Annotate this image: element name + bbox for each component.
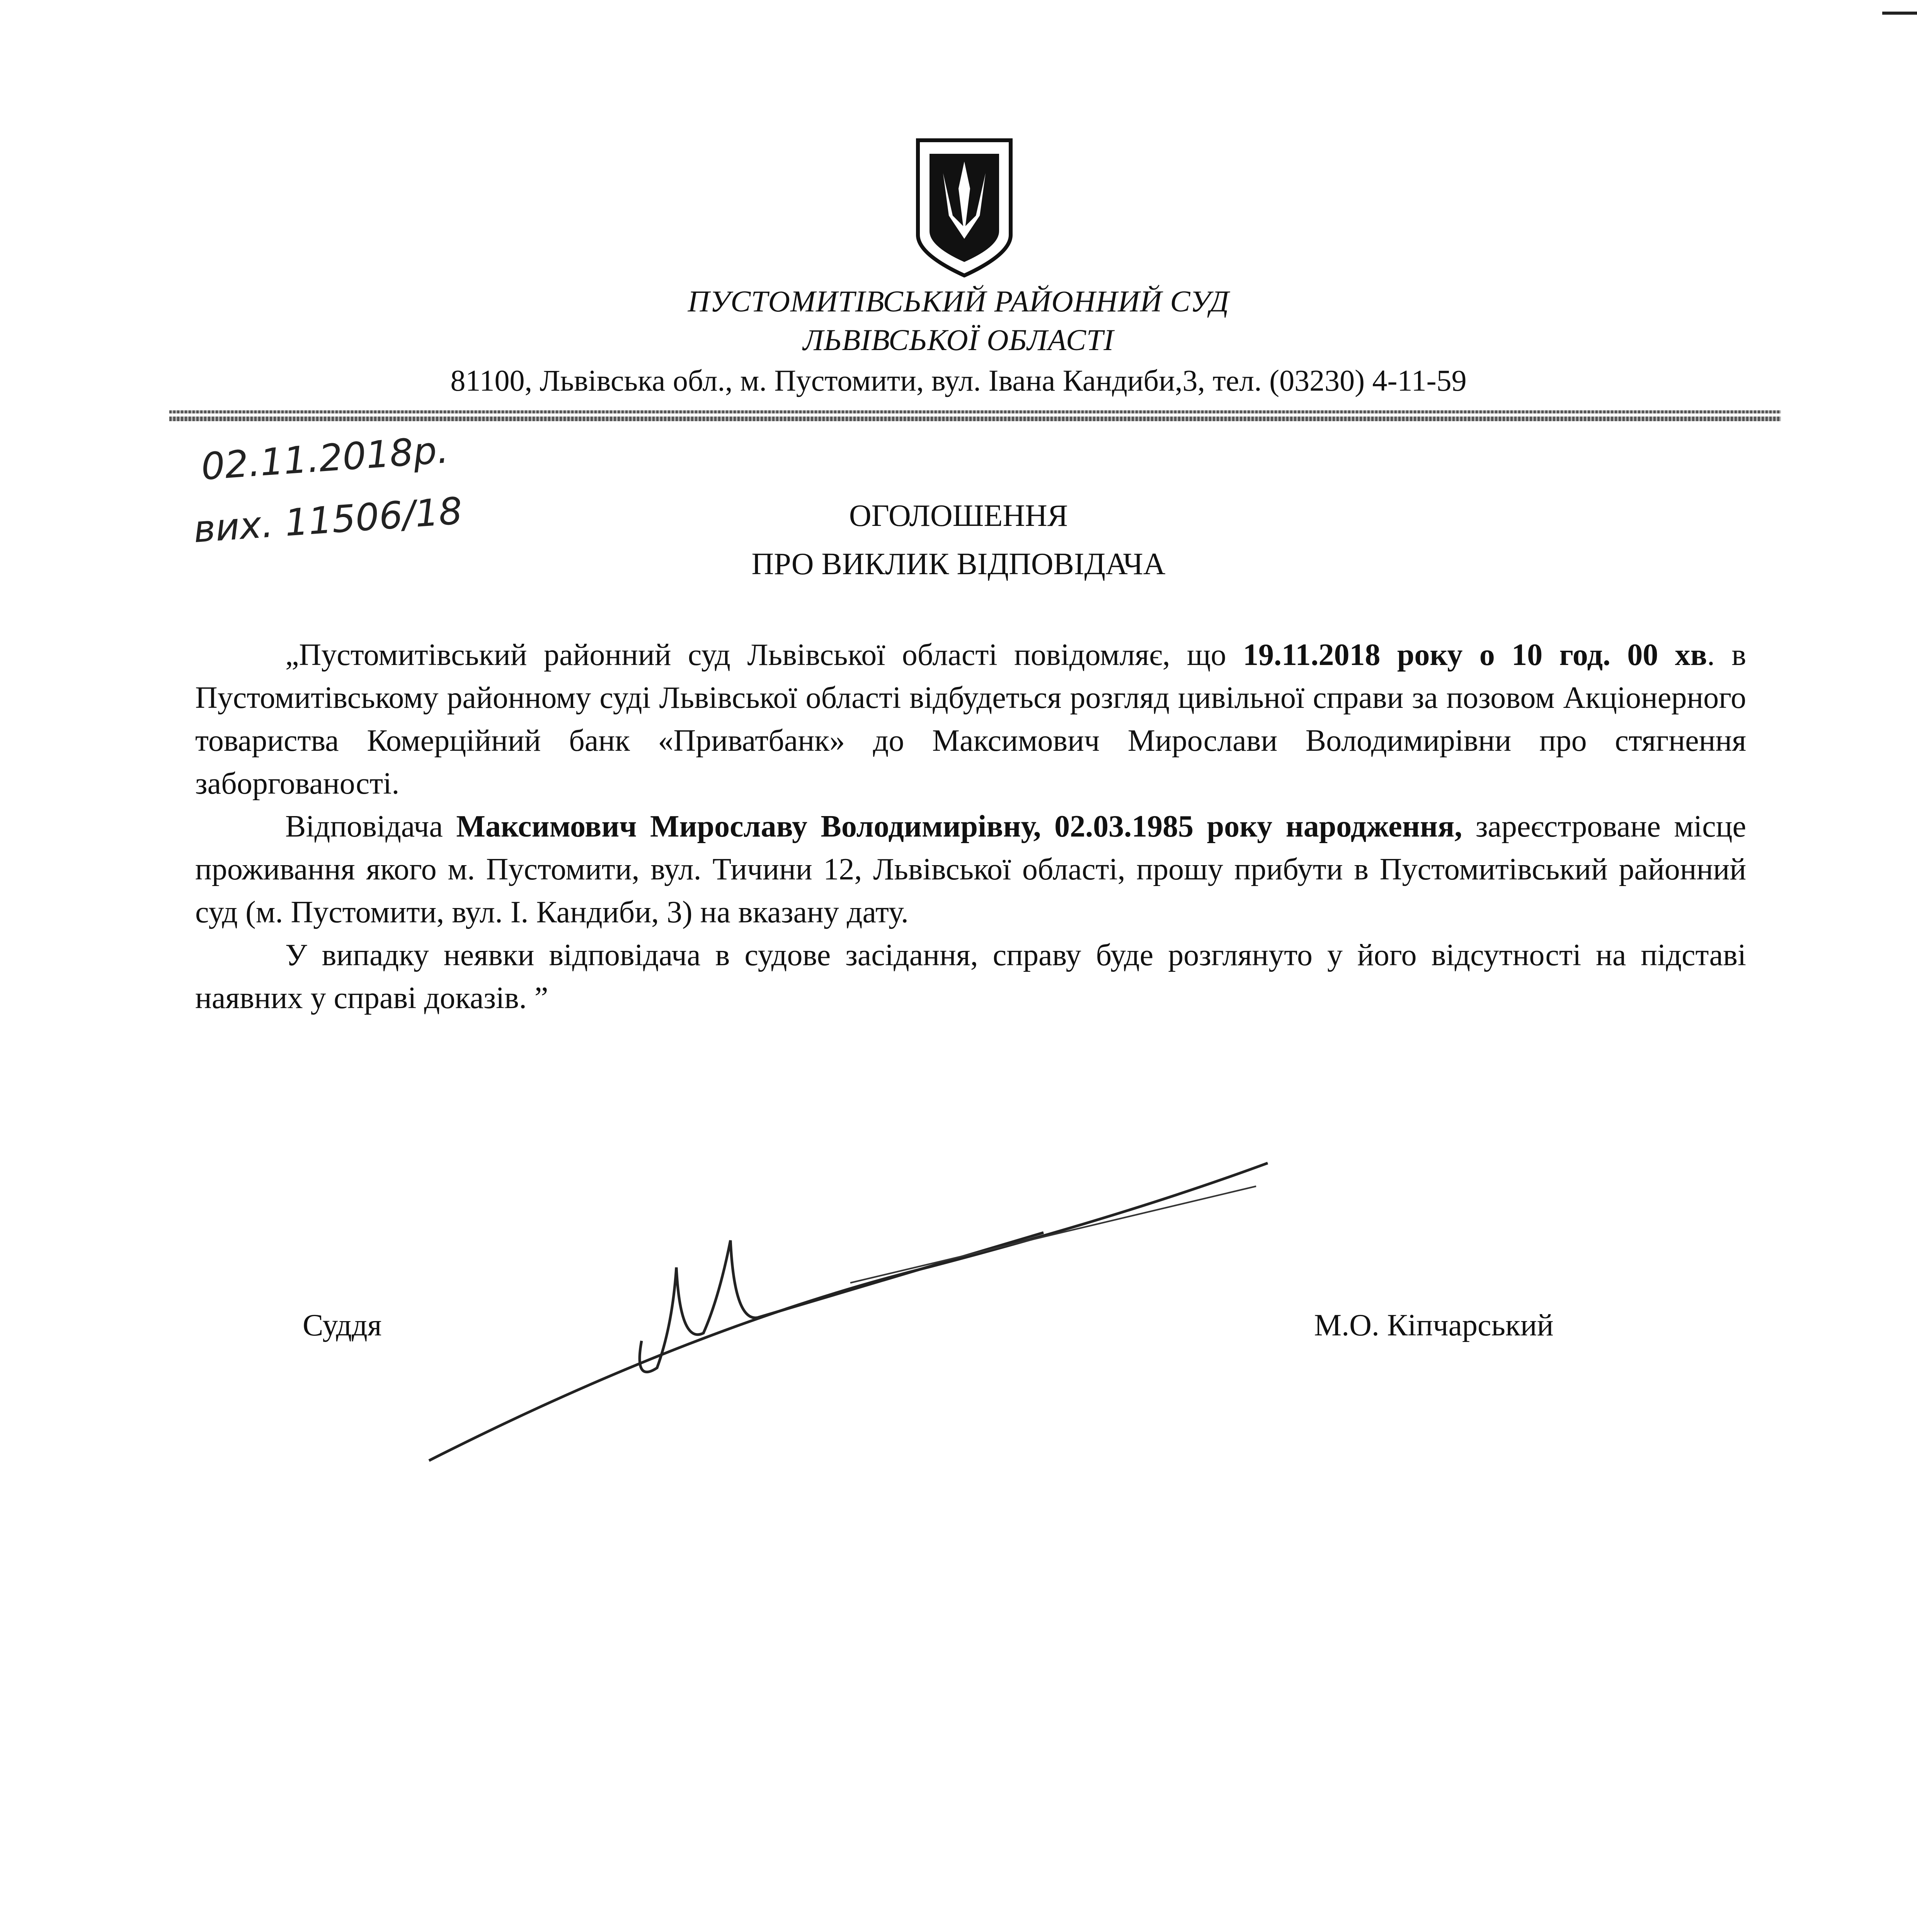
respondent-name: Максимович Мирославу Володимирівну, 02.03.1985 року народження,: [456, 810, 1462, 844]
text: . в Пустомитівському районному суді Львівської області відбудеться розгляд цивільної справи за позовом Акціонерного товариства Комерційний банк «Приватбанк» до Максимович Мирослави Володимирівни про стягнення заборгованості.: [195, 638, 1747, 801]
hearing-datetime: 19.11.2018 року о 10 год. 00 хв: [1243, 638, 1707, 672]
signature-role: Суддя: [303, 1308, 382, 1342]
text: „Пустомитівський районний суд Львівської області повідомляє, що: [285, 638, 1243, 672]
paragraph-respondent: [195, 805, 1746, 934]
announcement-body: [195, 634, 1746, 1020]
court-address: 81100, Львівська обл., м. Пустомити, вул. Івана Кандиби,3, тел. (03230) 4-11-59: [450, 364, 1467, 397]
header-rule: [169, 410, 1781, 413]
court-name: ПУСТОМИТІВСЬКИЙ РАЙОННИЙ СУД: [688, 284, 1229, 318]
paragraph-absence: У випадку неявки відповідача в судове засідання, справу буде розглянуто у його відсутності на підставі наявних у справі доказів. ”: [195, 938, 1746, 1015]
paragraph-hearing: [195, 634, 1746, 805]
edge-mark: [1882, 12, 1917, 15]
document-subtitle: ПРО ВИКЛИК ВІДПОВІДАЧА: [751, 547, 1166, 581]
header-rule: [169, 417, 1781, 421]
signature-name: М.О. Кіпчарський: [1314, 1308, 1554, 1342]
text: Відповідача: [285, 810, 456, 844]
coat-of-arms-icon: [916, 138, 1013, 277]
signature-icon: [425, 1151, 1295, 1468]
handwritten-outgoing-number: вих. 11506/18: [192, 489, 464, 551]
handwritten-date: 02.11.2018р.: [199, 428, 450, 489]
text: зареєстроване місце проживання якого м. Пустомити, вул. Тичини 12, Львівської області, прошу прибути в Пустомитівський районний суд (м. Пустомити, вул. І. Кандиби, 3) на вказану дату.: [195, 810, 1746, 929]
document-title: ОГОЛОШЕННЯ: [849, 499, 1068, 533]
court-region: ЛЬВІВСЬКОЇ ОБЛАСТІ: [803, 323, 1114, 357]
